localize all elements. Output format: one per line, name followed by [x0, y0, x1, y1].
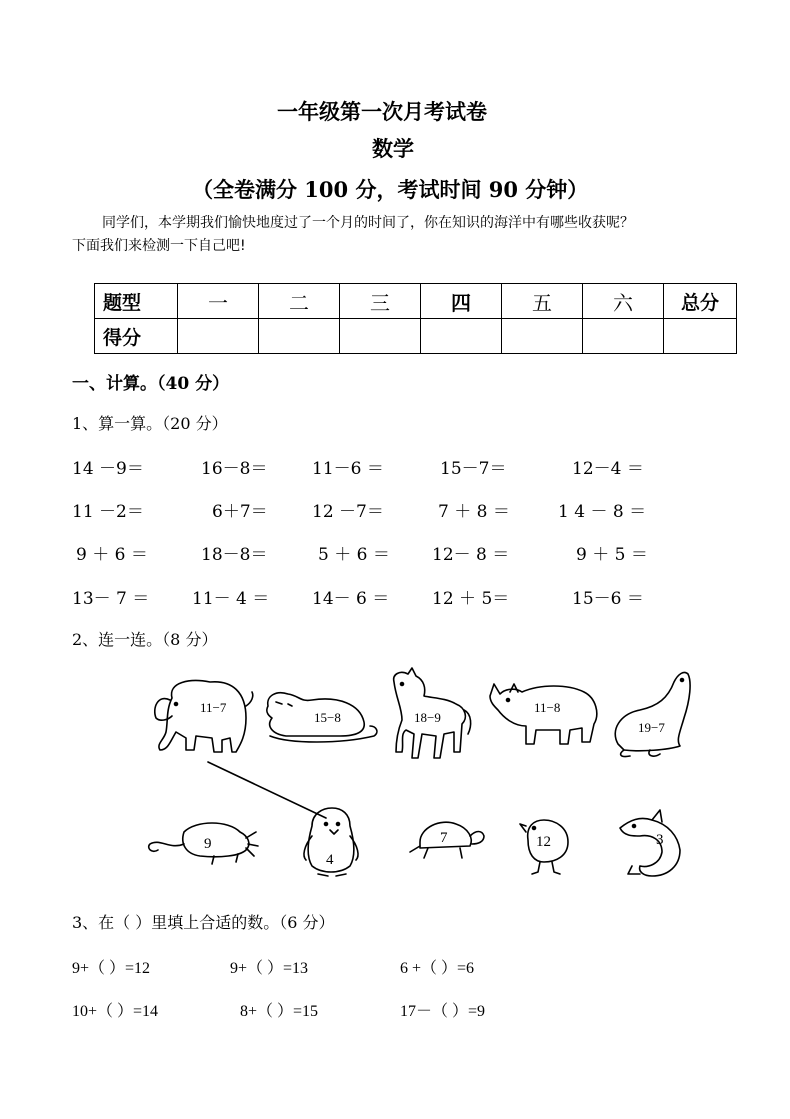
hippo-expr: 15−8	[314, 710, 341, 725]
elephant-picture	[155, 681, 253, 752]
equation: 11 －2＝	[72, 502, 144, 522]
seal-picture	[615, 672, 690, 756]
page-title: 一年级第一次月考试卷	[277, 99, 487, 124]
equation: 14－ 6 ＝	[312, 589, 390, 609]
equation: 11－ 4 ＝	[192, 589, 270, 609]
equation: 1 4 － 8 ＝	[558, 502, 647, 522]
score-input-total[interactable]	[664, 319, 737, 354]
equation: 9 ＋ 6 ＝	[76, 545, 148, 565]
turtle-value: 7	[440, 830, 448, 846]
score-cell-score-label: 得分	[95, 319, 178, 354]
equation: 16－8＝	[201, 459, 268, 479]
dolphin-value: 3	[656, 832, 664, 848]
score-input-5[interactable]	[502, 319, 583, 354]
penguin-value: 4	[326, 852, 334, 868]
fill-blank[interactable]: 9+（ ）=12	[72, 960, 151, 977]
q1-label: 1、算一算。（20 分）	[72, 414, 228, 433]
equation: 18－8＝	[201, 545, 268, 565]
score-input-2[interactable]	[259, 319, 340, 354]
score-col-2: 二	[259, 284, 340, 319]
score-col-3: 三	[340, 284, 421, 319]
score-table-score-row	[95, 319, 737, 354]
score-input-3[interactable]	[340, 319, 421, 354]
score-cell-type-label: 题型	[95, 284, 178, 319]
equation: 11－6 ＝	[312, 459, 384, 479]
equation: 6＋7＝	[212, 502, 268, 522]
q2-label: 2、连一连。（8 分）	[72, 630, 218, 649]
rhino-expr: 11−8	[534, 700, 561, 715]
score-table	[94, 283, 737, 354]
fill-blank[interactable]: 17－（ ）=9	[400, 1003, 486, 1020]
fill-blank[interactable]: 9+（ ）=13	[230, 960, 309, 977]
equation: 9 ＋ 5 ＝	[576, 545, 648, 565]
score-col-6: 六	[583, 284, 664, 319]
equation: 15－6 ＝	[572, 589, 644, 609]
fill-blank[interactable]: 10+（ ）=14	[72, 1003, 159, 1020]
equation: 7 ＋ 8 ＝	[438, 502, 510, 522]
score-col-total: 总分	[664, 284, 737, 319]
equation: 12 －7＝	[312, 502, 384, 522]
equation: 12－ 8 ＝	[432, 545, 510, 565]
match-line[interactable]	[208, 762, 326, 818]
equation: 5 ＋ 6 ＝	[318, 545, 390, 565]
section-1-title: 一、计算。（40 分）	[72, 374, 230, 394]
equation: 13－ 7 ＝	[72, 589, 150, 609]
horse-expr: 18−9	[414, 710, 441, 725]
matching-illustration	[0, 660, 790, 920]
score-col-4: 四	[421, 284, 502, 319]
score-input-4[interactable]	[421, 319, 502, 354]
intro-line-2: 下面我们来检测一下自己吧!	[72, 238, 246, 254]
equation: 15－7＝	[440, 459, 507, 479]
elephant-expr: 11−7	[200, 700, 227, 715]
equation: 14 －9＝	[72, 459, 144, 479]
exam-note: （全卷满分 100 分，考试时间 90 分钟）	[192, 177, 589, 202]
score-col-1: 一	[178, 284, 259, 319]
dolphin-picture	[620, 810, 680, 876]
seal-expr: 19−7	[638, 720, 665, 735]
score-input-6[interactable]	[583, 319, 664, 354]
mouse-value: 9	[204, 836, 212, 852]
fill-blank[interactable]: 6 +（ ）=6	[400, 960, 475, 977]
score-col-5: 五	[502, 284, 583, 319]
chick-value: 12	[536, 834, 551, 850]
equation: 12－4 ＝	[572, 459, 644, 479]
score-table-header-row	[95, 284, 737, 319]
score-input-1[interactable]	[178, 319, 259, 354]
intro-line-1: 同学们，本学期我们愉快地度过了一个月的时间了，你在知识的海洋中有哪些收获呢？	[102, 215, 634, 231]
subject-title: 数学	[372, 136, 414, 161]
equation: 12 ＋ 5＝	[432, 589, 510, 609]
q3-label: 3、在（ ）里填上合适的数。（6 分）	[72, 913, 335, 932]
fill-blank[interactable]: 8+（ ）=15	[240, 1003, 319, 1020]
